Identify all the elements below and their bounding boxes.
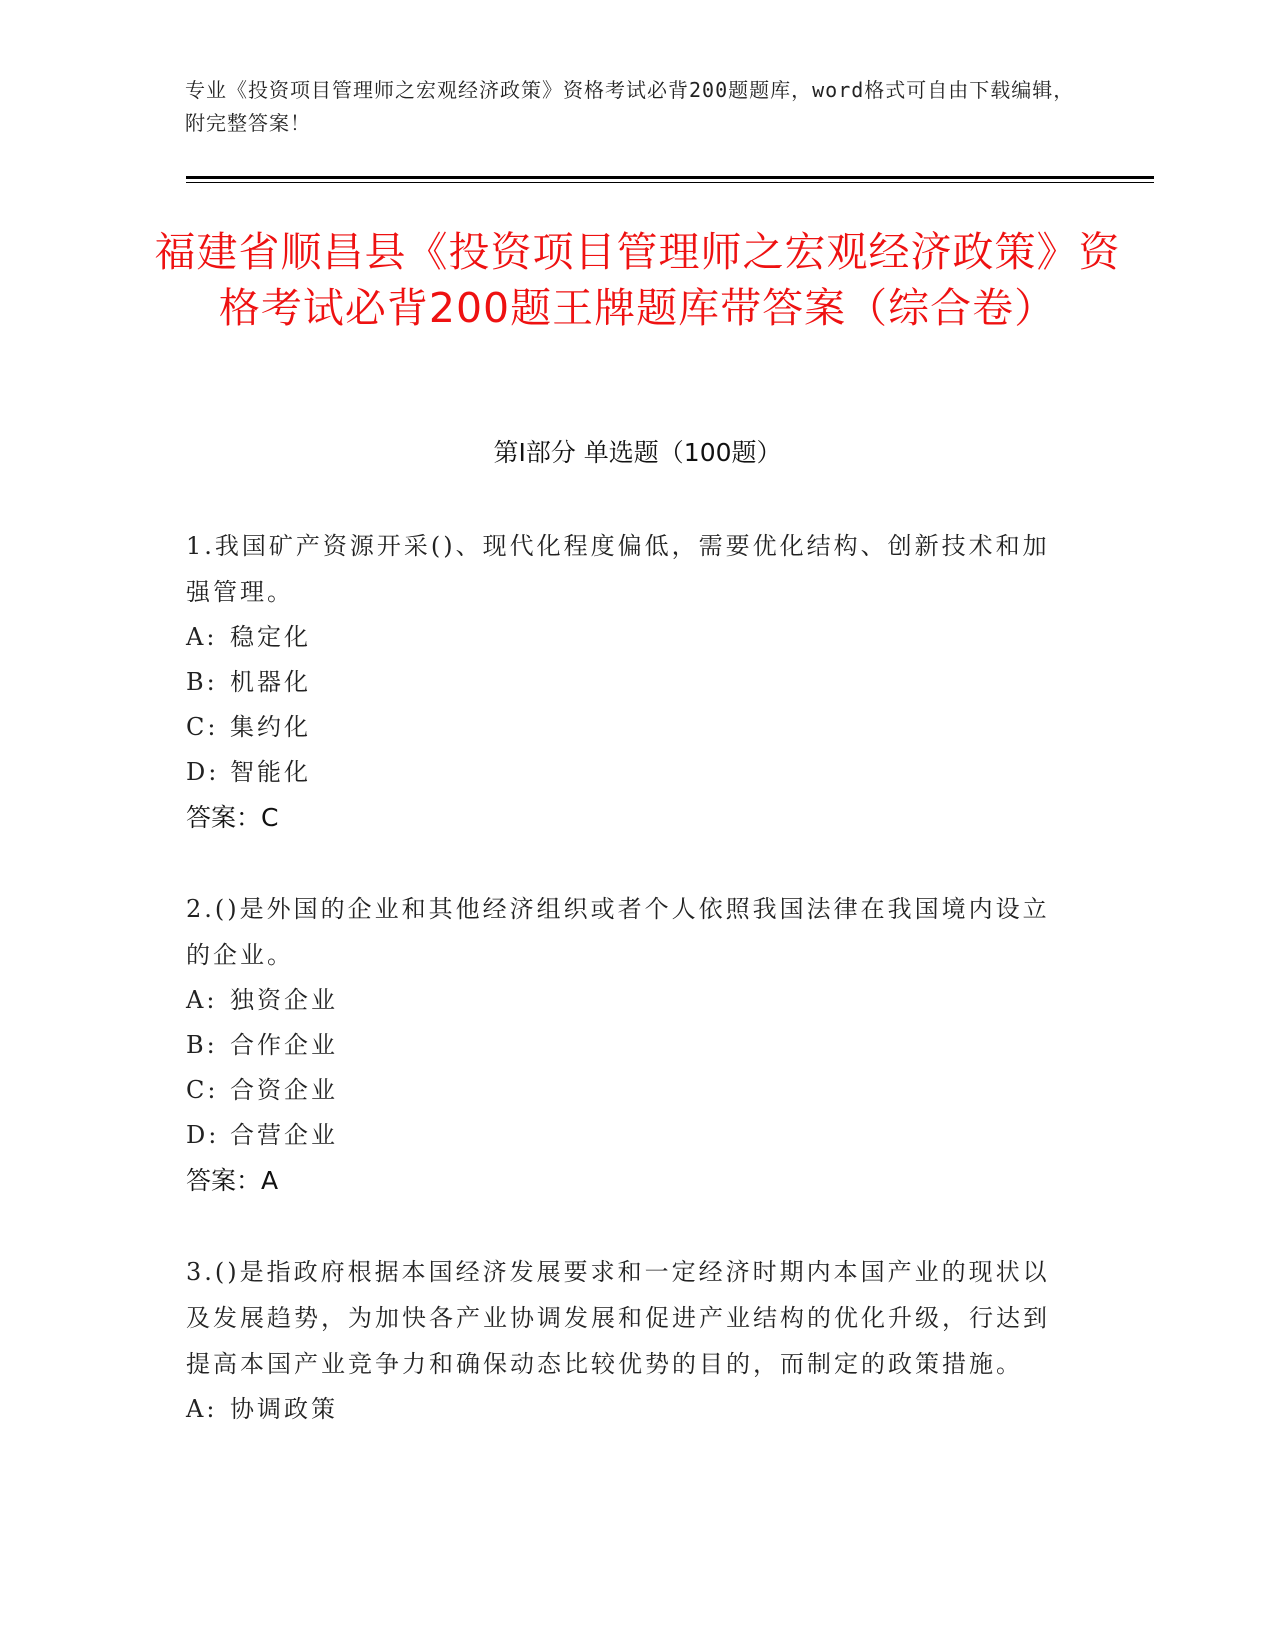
option-letter: C: (186, 713, 219, 741)
header-note: 专业《投资项目管理师之宏观经济政策》资格考试必背200题题库，word格式可自由下载编辑，附完整答案！ (185, 78, 1075, 135)
option-text: 协调政策 (230, 1395, 338, 1423)
question-1 (186, 523, 1066, 841)
question-stem: 3.()是指政府根据本国经济发展要求和一定经济时期内本国产业的现状以及发展趋势，为加快各产业协调发展和促进产业结构的优化升级，行达到提高本国产业竞争力和确保动态比较优势的目的，而制定的政策措施。 (186, 1258, 1050, 1378)
option-letter: C: (186, 1076, 219, 1104)
option-letter: B: (186, 668, 218, 696)
section-title: 第Ⅰ部分 单选题（100题） (493, 438, 782, 467)
question-2 (186, 886, 1066, 1204)
option-letter: A: (186, 986, 218, 1014)
option-text: 独资企业 (230, 986, 338, 1014)
option-a (186, 1387, 1066, 1432)
question-list (186, 523, 1066, 1477)
question-stem: 1.我国矿产资源开采()、现代化程度偏低，需要优化结构、创新技术和加强管理。 (186, 532, 1050, 606)
option-letter: A: (186, 623, 218, 651)
option-text: 智能化 (230, 758, 311, 786)
option-text: 合营企业 (230, 1121, 338, 1149)
option-text: 机器化 (230, 668, 311, 696)
option-text: 稳定化 (230, 623, 311, 651)
option-c (186, 1068, 1066, 1113)
option-d (186, 750, 1066, 795)
option-a (186, 615, 1066, 660)
option-letter: B: (186, 1031, 218, 1059)
option-text: 合资企业 (230, 1076, 338, 1104)
option-letter: D: (186, 1121, 220, 1149)
option-c (186, 705, 1066, 750)
option-b (186, 1023, 1066, 1068)
option-text: 集约化 (230, 713, 311, 741)
header-divider-thick (186, 176, 1154, 179)
option-letter: A: (186, 1395, 218, 1423)
header-divider-thin (186, 182, 1154, 183)
option-b (186, 660, 1066, 705)
document-title: 福建省顺昌县《投资项目管理师之宏观经济政策》资格考试必背200题王牌题库带答案（综合卷） (154, 228, 1121, 332)
option-a (186, 978, 1066, 1023)
option-d (186, 1113, 1066, 1158)
option-letter: D: (186, 758, 220, 786)
question-stem: 2.()是外国的企业和其他经济组织或者个人依照我国法律在我国境内设立的企业。 (186, 895, 1050, 969)
answer-line: 答案：A (186, 1166, 279, 1195)
question-3 (186, 1249, 1066, 1432)
answer-line: 答案：C (186, 803, 279, 832)
option-text: 合作企业 (230, 1031, 338, 1059)
